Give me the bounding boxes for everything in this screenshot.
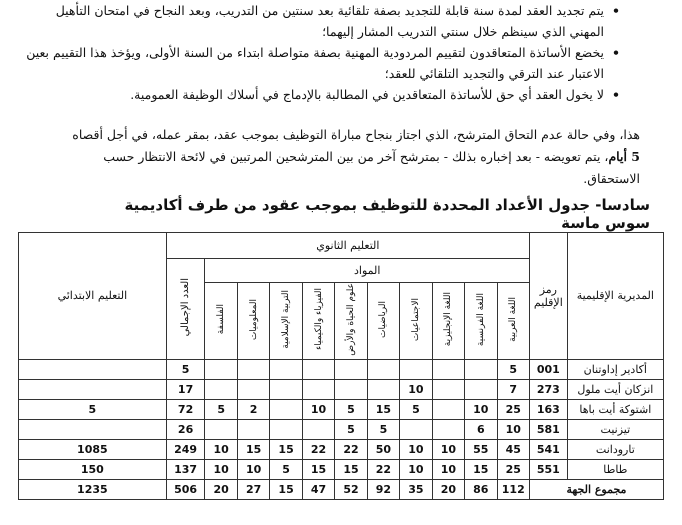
cell-directorate: أكادير إداوتنان [567,359,663,379]
table-row [19,359,664,379]
cell-primary [19,419,167,439]
cell-subject-count [400,419,432,439]
cell-subject-count: 5 [335,399,367,419]
header-total [166,259,205,360]
cell-primary-total: 1235 [19,479,167,499]
cell-subject-count [302,359,334,379]
subject-label: اللغة الفرنسية [475,292,486,346]
bullet-text: يخضع الأساتذة المتعاقدون لتقييم المردودية المهنية بصفة متواصلة ابتداء من السنة الأولى، ويؤخذ هذا التقييم بعين الاعتبار عند الترقي والتجديد التلقائي للعقد؛ [26,45,604,81]
subject-label: الاجتماعيات [410,297,421,341]
cell-total: 5 [166,359,205,379]
cell-grand-total: 506 [166,479,205,499]
subject-label: المعلوميات [248,298,259,340]
subject-label: اللغة العربية [508,296,519,342]
cell-directorate: انزكان أيت ملول [567,379,663,399]
cell-subject-count: 22 [302,439,334,459]
cell-code: 541 [529,439,567,459]
cell-code: 001 [529,359,567,379]
cell-subject-count: 15 [335,459,367,479]
cell-subject-count [432,359,464,379]
cell-subject-count: 10 [237,459,269,479]
cell-subject-count: 10 [302,399,334,419]
cell-subject-count [432,399,464,419]
cell-subject-count [432,419,464,439]
section-title: سادسا- جدول الأعداد المحددة للتوظيف بموجب عقود من طرف أكاديمية سوس ماسة [124,196,650,232]
cell-subject-count [270,379,302,399]
cell-subject-count: 5 [335,419,367,439]
cell-subject-count: 50 [367,439,399,459]
total-row [19,479,664,499]
header-code: رمز الإقليم [529,233,567,360]
cell-subject-count: 15 [237,439,269,459]
cell-subject-count: 45 [497,439,529,459]
cell-subject-count: 6 [465,419,497,439]
cell-subject-count: 55 [465,439,497,459]
cell-code: 551 [529,459,567,479]
note-deadline: 5 أيام [608,149,640,164]
cell-subject-total: 112 [497,479,529,499]
header-secondary: التعليم الثانوي [166,233,529,259]
cell-total: 249 [166,439,205,459]
cell-total: 17 [166,379,205,399]
cell-subject-total: 52 [335,479,367,499]
cell-subject-count [465,359,497,379]
cell-total: 26 [166,419,205,439]
recruitment-table [18,232,664,500]
cell-total-label: مجموع الجهة [529,479,663,499]
cell-subject-count [335,379,367,399]
table-row [19,439,664,459]
bullet-text: يتم تجديد العقد لمدة سنة قابلة للتجديد بصفة تلقائية بعد سنتين من التدريب، وبعد النجاح في امتحان التأهيل المهني الذي سينظم خلال سنتي التدريب المشار إليهما؛ [55,3,604,39]
cell-code: 581 [529,419,567,439]
note-text-part2: يتم تعويضه - بعد إخباره بذلك - بمترشح آخر من بين المترشحين المرتبين في لائحة الانتظار حسب الاستحقاق. [103,149,640,186]
cell-subject-count: 10 [497,419,529,439]
subject-label: التربية الإسلامية [281,289,292,349]
table-row [19,379,664,399]
cell-subject-count: 15 [367,399,399,419]
cell-subject-count [432,379,464,399]
cell-subject-count [205,359,237,379]
header-subject [270,283,302,360]
cell-subject-count: 10 [400,439,432,459]
table-row [19,459,664,479]
cell-subject-total: 20 [205,479,237,499]
bullet-item [20,42,620,84]
cell-code: 163 [529,399,567,419]
cell-primary: 5 [19,399,167,419]
cell-subject-count [400,359,432,379]
bullet-text: لا يخول العقد أي حق للأساتذة المتعاقدين في المطالبة بالإدماج في أسلاك الوظيفة العمومية. [130,87,604,102]
cell-subject-count: 22 [367,459,399,479]
header-subject [302,283,334,360]
cell-subject-count [270,419,302,439]
cell-subject-count: 15 [302,459,334,479]
cell-subject-count [237,379,269,399]
cell-subject-count [205,379,237,399]
cell-subject-count: 7 [497,379,529,399]
bullet-list [20,0,620,105]
cell-subject-total: 15 [270,479,302,499]
cell-subject-count [335,359,367,379]
cell-subject-count: 10 [205,459,237,479]
header-subjects: المواد [205,259,530,283]
cell-subject-count: 5 [400,399,432,419]
cell-directorate: تيزنيت [567,419,663,439]
subject-label: اللغة الإنجليزية [443,292,454,347]
header-subject [367,283,399,360]
cell-code: 273 [529,379,567,399]
cell-subject-total: 20 [432,479,464,499]
cell-directorate: اشتوكة أيت باها [567,399,663,419]
header-total-label: العدد الإجمالي [180,278,192,337]
bullet-item [20,84,620,105]
bullet-dot-icon: • [612,45,620,60]
cell-subject-count: 2 [237,399,269,419]
bullet-item [20,0,620,42]
cell-subject-total: 92 [367,479,399,499]
header-subject [400,283,432,360]
cell-directorate: طاطا [567,459,663,479]
bullet-dot-icon: • [612,87,620,102]
cell-subject-count: 25 [497,459,529,479]
cell-subject-total: 47 [302,479,334,499]
cell-subject-count: 5 [270,459,302,479]
cell-total: 72 [166,399,205,419]
cell-subject-count: 10 [432,459,464,479]
subject-label: الرياضيات [378,300,389,338]
cell-subject-count: 10 [465,399,497,419]
cell-subject-count [367,379,399,399]
header-subject [237,283,269,360]
header-subject [432,283,464,360]
cell-subject-count [270,399,302,419]
cell-subject-count [205,419,237,439]
subject-label: الفيزياء والكيمياء [313,288,324,351]
header-primary: التعليم الابتدائي [19,233,167,360]
header-subject [497,283,529,360]
header-subject [335,283,367,360]
cell-subject-total: 27 [237,479,269,499]
table-row [19,399,664,419]
note-text-part1: هذا، وفي حالة عدم التحاق المترشح، الذي اجتاز بنجاح مباراة التوظيف بموجب عقد، بمقر عمله، في أجل أقصاه [72,127,640,142]
subject-label: الفلسفة [216,304,227,335]
header-subject [205,283,237,360]
cell-subject-count: 10 [400,459,432,479]
cell-subject-count [237,359,269,379]
cell-total: 137 [166,459,205,479]
bullet-dot-icon: • [612,3,620,18]
cell-subject-count [237,419,269,439]
cell-primary: 1085 [19,439,167,459]
cell-primary: 150 [19,459,167,479]
replacement-note: هذا، وفي حالة عدم التحاق المترشح، الذي اجتاز بنجاح مباراة التوظيف بموجب عقد، بمقر عمله، في أجل أقصاه 5 أيام، يتم تعويضه - بعد إخباره بذلك - بمترشح آخر من بين المترشحين المرتبين في لائحة الانتظار حسب الاستحقاق. [72,127,640,186]
cell-subject-count: 5 [497,359,529,379]
header-directorate: المديرية الإقليمية [567,233,663,360]
cell-subject-count [367,359,399,379]
cell-subject-count: 10 [205,439,237,459]
table-row [19,419,664,439]
cell-subject-total: 86 [465,479,497,499]
cell-subject-count [302,419,334,439]
cell-subject-count [302,379,334,399]
cell-subject-count: 25 [497,399,529,419]
cell-subject-count: 5 [205,399,237,419]
cell-subject-count: 15 [465,459,497,479]
cell-subject-count [270,359,302,379]
cell-primary [19,379,167,399]
cell-subject-count: 22 [335,439,367,459]
cell-subject-count: 10 [400,379,432,399]
cell-subject-count: 15 [270,439,302,459]
cell-subject-count: 10 [432,439,464,459]
subject-label: علوم الحياة والأرض [345,283,356,356]
cell-directorate: تارودانت [567,439,663,459]
header-subject [465,283,497,360]
cell-subject-count [465,379,497,399]
cell-subject-count: 5 [367,419,399,439]
cell-primary [19,359,167,379]
cell-subject-total: 35 [400,479,432,499]
